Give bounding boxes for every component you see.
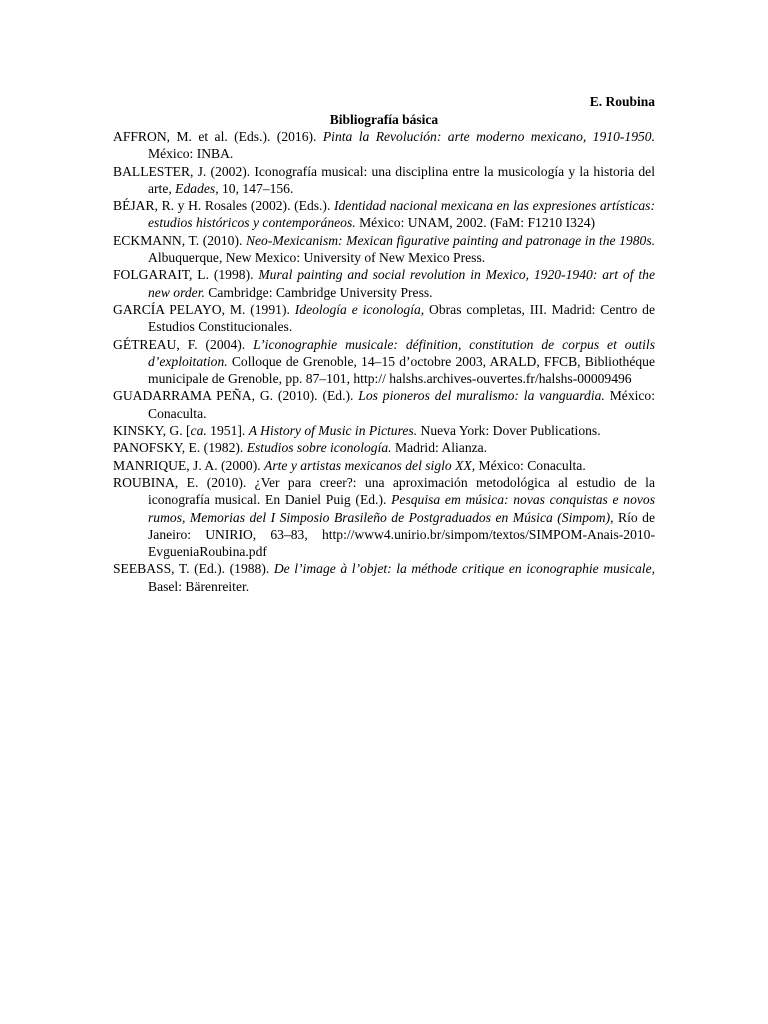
bibliography-entry-garcia-pelayo: GARCÍA PELAYO, M. (1991). Ideología e iconología, Obras completas, III. Madrid: Centro de Estudios Constitucionales. — [113, 301, 655, 335]
author-name: E. Roubina — [589, 94, 655, 109]
bibliography-entry-manrique: MANRIQUE, J. A. (2000). Arte y artistas mexicanos del siglo XX, México: Conaculta. — [113, 457, 586, 473]
bibliography-entry-roubina: ROUBINA, E. (2010). ¿Ver para creer?: una aproximación metodológica al estudio de la iconografía musical. En Daniel Puig (Ed.). Pesquisa em música: novas conquistas e novos rumos, Memorias del I Simposio Brasileño de Postgraduados en Música (Simpom), Río de Janeiro: UNIRIO, 63–83, http://www4.unirio.br/simpom/textos/SIMPOM-Anais-2010-EvgueniaRoubina.pdf — [113, 474, 656, 560]
bibliography-entry-folgarait: FOLGARAIT, L. (1998). Mural painting and social revolution in Mexico, 1920-1940: art of the new order. Cambridge: Cambridge University Press. — [113, 267, 655, 300]
bibliography-entry-eckmann: ECKMANN, T. (2010). Neo-Mexicanism: Mexican figurative painting and patronage in the 1980s. Albuquerque, New Mexico: University of New Mexico Press. — [113, 232, 656, 266]
bibliography-entry-bejar: BÉJAR, R. y H. Rosales (2002). (Eds.). Identidad nacional mexicana en las expresiones artísticas: estudios históricos y contemporáneos. México: UNAM, 2002. (FaM: F1210 I324) — [113, 198, 655, 231]
bibliography-heading: Bibliografía básica — [329, 112, 439, 127]
bibliography-entry-affron: AFFRON, M. et al. (Eds.). (2016). Pinta la Revolución: arte moderno mexicano, 1910-1950. México: INBA. — [113, 129, 655, 162]
bibliography-entry-getreau: GÉTREAU, F. (2004). L’iconographie musicale: définition, constitution de corpus et outils d’exploitation. Colloque de Grenoble, 14–15 d’octobre 2003, ARALD, FFCB, Bibliothéque municipale de Grenoble, pp. 87–101, http:// halshs.archives-ouvertes.fr/halshs-00009496 — [113, 336, 655, 387]
bibliography-entry-guadarrama: GUADARRAMA PEÑA, G. (2010). (Ed.). Los pioneros del muralismo: la vanguardia. México: Conaculta. — [113, 388, 656, 421]
bibliography-entry-seebass: SEEBASS, T. (Ed.). (1988). De l’image à l’objet: la méthode critique en iconographie musicale, Basel: Bärenreiter. — [113, 561, 655, 594]
bibliography-entry-panofsky: PANOFSKY, E. (1982). Estudios sobre iconología. Madrid: Alianza. — [113, 440, 488, 456]
bibliography-entry-ballester: BALLESTER, J. (2002). Iconografía musical: una disciplina entre la musicología y la historia del arte, Edades, 10, 147–156. — [113, 163, 655, 196]
bibliography-entry-kinsky: KINSKY, G. [ca. 1951]. A History of Music in Pictures. Nueva York: Dover Publications. — [113, 423, 601, 439]
bibliography-list — [113, 128, 655, 595]
